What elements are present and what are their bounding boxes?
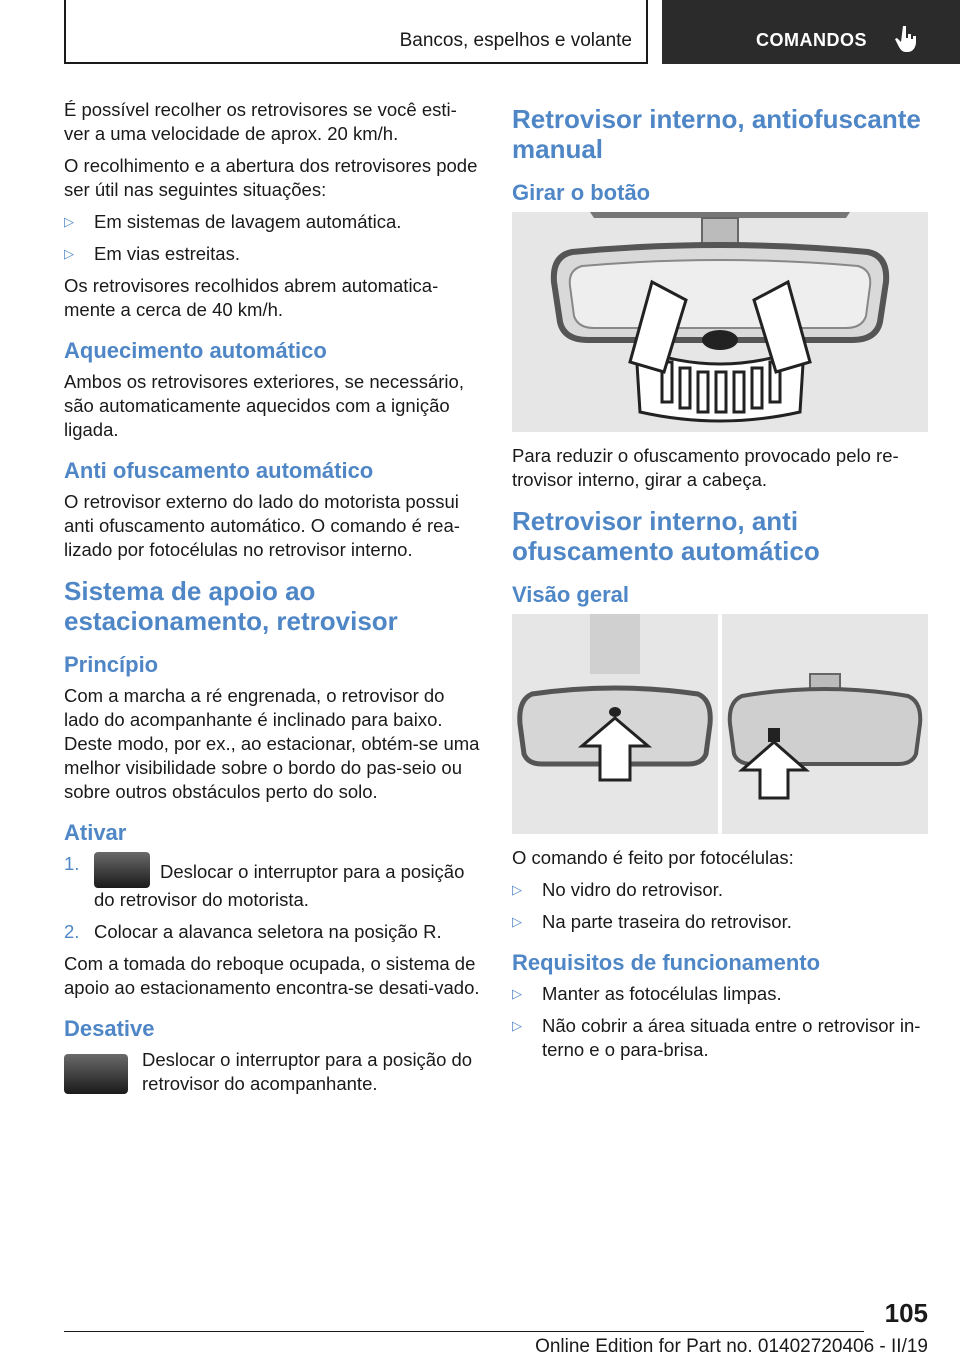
list-item [512, 910, 932, 934]
hand-pointer-icon [894, 24, 920, 54]
list-item-text: Manter as fotocélulas limpas. [542, 983, 782, 1004]
list-item [64, 210, 480, 234]
list-item-text: No vidro do retrovisor. [542, 879, 723, 900]
list-item-text: Em sistemas de lavagem automática. [94, 211, 402, 232]
paragraph: Ambos os retrovisores exteriores, se necessário, são automaticamente aquecidos com a ignição ligada. [64, 371, 464, 440]
header-chapter-box [662, 0, 960, 64]
heading-antiglare: Anti ofuscamento automático [64, 458, 374, 483]
mirror-switch-icon [94, 852, 150, 888]
step-item [64, 920, 480, 944]
triangle-bullet-icon: ▷ [512, 914, 522, 929]
mirror-knob-illustration [512, 212, 928, 432]
heading-requirements: Requisitos de funcionamento [512, 950, 821, 975]
paragraph: Com a tomada do reboque ocupada, o sistema de apoio ao estacionamento encontra-se desati-vado. [64, 953, 480, 998]
paragraph: Os retrovisores recolhidos abrem automatica-mente a cerca de 40 km/h. [64, 275, 439, 320]
heading-principle: Princípio [64, 652, 159, 677]
list-item [512, 1014, 932, 1062]
edition-label: Online Edition for Part no. 01402720406 - II/19 [535, 1336, 928, 1357]
mirror-back-icon [722, 614, 928, 834]
step-number: 1. [64, 853, 80, 874]
paragraph: O retrovisor externo do lado do motorista possui anti ofuscamento automático. O comando é rea-lizado por fotocélulas no retrovisor interno. [64, 491, 460, 560]
triangle-bullet-icon: ▷ [64, 214, 74, 229]
triangle-bullet-icon: ▷ [64, 246, 74, 261]
list-item-text: Não cobrir a área situada entre o retrovisor in-terno e o para-brisa. [542, 1015, 921, 1060]
heading-heating: Aquecimento automático [64, 338, 327, 363]
triangle-bullet-icon: ▷ [512, 986, 522, 1001]
paragraph: O recolhimento e a abertura dos retrovisores pode ser útil nas seguintes situações: [64, 155, 478, 200]
mirror-switch-icon [64, 1054, 128, 1094]
heading-overview: Visão geral [512, 582, 629, 607]
step-number: 2. [64, 921, 80, 942]
footer-divider [64, 1331, 864, 1332]
list-item-text: Em vias estreitas. [94, 243, 240, 264]
mirror-front-icon [512, 614, 718, 834]
heading-activate: Ativar [64, 820, 127, 845]
step-text: Deslocar o interruptor para a posição do retrovisor do motorista. [94, 861, 465, 910]
step-item [64, 852, 480, 912]
heading-manual-mirror: Retrovisor interno, antiofuscante manual [512, 104, 921, 164]
list-item [64, 242, 480, 266]
triangle-bullet-icon: ▷ [512, 1018, 522, 1033]
rearview-mirror-icon [512, 212, 928, 432]
heading-deactivate: Desative [64, 1016, 155, 1041]
header-chapter-title: COMANDOS [756, 30, 867, 50]
paragraph: É possível recolher os retrovisores se você esti- ver a uma velocidade de aprox. 20 km/h. [64, 99, 457, 144]
paragraph: Para reduzir o ofuscamento provocado pelo re-trovisor interno, girar a cabeça. [512, 445, 899, 490]
list-item [512, 982, 932, 1006]
right-column [512, 98, 932, 1070]
triangle-bullet-icon: ▷ [512, 882, 522, 897]
heading-parking-system: Sistema de apoio ao estacionamento, retrovisor [64, 576, 398, 636]
heading-turn-knob: Girar o botão [512, 180, 651, 205]
step-text: Colocar a alavanca seletora na posição R. [94, 921, 442, 942]
mirror-photocell-illustration [512, 614, 928, 834]
deactivate-row [64, 1048, 480, 1096]
paragraph: Com a marcha a ré engrenada, o retrovisor do lado do acompanhante é inclinado para baixo. Deste modo, por ex., ao estacionar, obtém-se uma melhor visibilidade sobre o bordo do pas-seio ou sobre outros obstáculos perto do solo. [64, 685, 480, 802]
left-column [64, 98, 480, 1096]
heading-auto-mirror: Retrovisor interno, anti ofuscamento automático [512, 506, 820, 566]
list-item-text: Na parte traseira do retrovisor. [542, 911, 792, 932]
header-section-box [64, 0, 648, 64]
paragraph: O comando é feito por fotocélulas: [512, 847, 794, 868]
list-item [512, 878, 932, 902]
header-section-title: Bancos, espelhos e volante [399, 30, 632, 51]
paragraph: Deslocar o interruptor para a posição do retrovisor do acompanhante. [142, 1049, 473, 1094]
page-number: 105 [884, 1298, 928, 1328]
